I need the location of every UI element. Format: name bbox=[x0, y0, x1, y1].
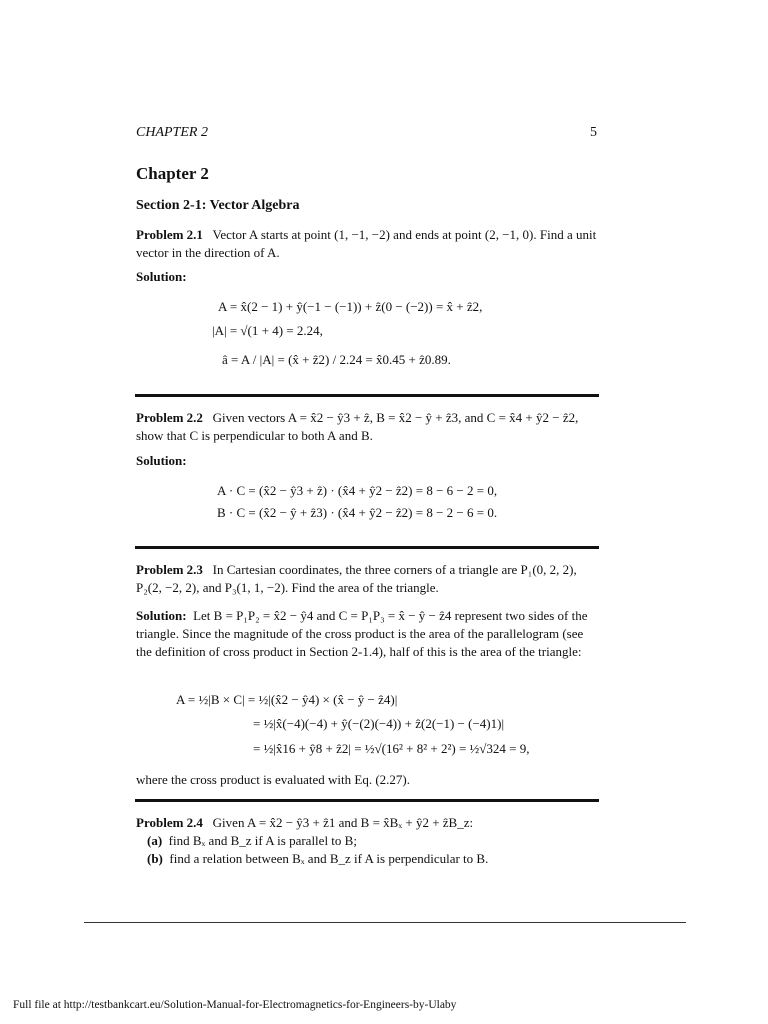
solution-label: Solution: bbox=[136, 608, 187, 623]
solution-label: Solution: bbox=[136, 453, 187, 468]
problem-2-3-solution bbox=[136, 607, 600, 661]
equation: â = A / |A| = (x̂ + ẑ2) / 2.24 = x̂0.45 + ẑ0.89. bbox=[222, 352, 451, 367]
equation: A · C = (x̂2 − ŷ3 + ẑ) · (x̂4 + ŷ2 − ẑ2) = 8 − 6 − 2 = 0, bbox=[217, 483, 498, 498]
problem-text: In Cartesian coordinates, the three corners of a triangle are P₁(0, 2, 2), P₂(2, −2, 2), and P₃(1, 1, −2). Find the area of the triangle. bbox=[136, 562, 577, 595]
problem-label: Problem 2.3 bbox=[136, 562, 203, 577]
footer-link[interactable]: Full file at http://testbankcart.eu/Solution-Manual-for-Electromagnetics-for-Engineers-by-Ulaby bbox=[13, 999, 457, 1011]
problem-2-4 bbox=[136, 814, 600, 832]
running-header: CHAPTER 2 bbox=[136, 125, 208, 140]
problem-label: Problem 2.4 bbox=[136, 815, 203, 830]
section-divider bbox=[135, 546, 599, 549]
chapter-title: Chapter 2 bbox=[136, 164, 209, 183]
equation: = ½|x̂16 + ŷ8 + ẑ2| = ½√(16² + 8² + 2²) = ½√324 = 9, bbox=[253, 741, 530, 756]
equation: = ½|x̂(−4)(−4) + ŷ(−(2)(−4)) + ẑ(2(−1) − (−4)1)| bbox=[253, 716, 505, 731]
section-title: Section 2-1: Vector Algebra bbox=[136, 198, 300, 213]
equation: |A| = √(1 + 4) = 2.24, bbox=[212, 323, 323, 338]
solution-text: Let B = P₁P₂ = x̂2 − ŷ4 and C = P₁P₃ = x̂ − ŷ − ẑ4 represent two sides of the triangle. Since the magnitude of the cross product is the area of the parallelogram (see the definition of cross product in Section 2-1.4), half of this is the area of the triangle: bbox=[136, 608, 588, 659]
problem-text: Vector A starts at point (1, −1, −2) and ends at point (2, −1, 0). Find a unit vector in the direction of A. bbox=[136, 227, 597, 260]
solution-label: Solution: bbox=[136, 269, 187, 284]
section-divider bbox=[135, 799, 599, 802]
problem-2-3 bbox=[136, 561, 600, 597]
footer-divider bbox=[84, 922, 686, 923]
problem-text: Given A = x̂2 − ŷ3 + ẑ1 and B = x̂Bₓ + ŷ2 + ẑB_z: bbox=[212, 815, 474, 830]
problem-label: Problem 2.1 bbox=[136, 227, 203, 242]
part-text: find Bₓ and B_z if A is parallel to B; bbox=[168, 833, 357, 848]
equation: A = x̂(2 − 1) + ŷ(−1 − (−1)) + ẑ(0 − (−2)) = x̂ + ẑ2, bbox=[218, 299, 483, 314]
part-label: (b) bbox=[147, 851, 163, 866]
section-divider bbox=[135, 394, 599, 397]
page-number: 5 bbox=[590, 125, 597, 140]
problem-part-a bbox=[147, 832, 611, 850]
equation: B · C = (x̂2 − ŷ + ẑ3) · (x̂4 + ŷ2 − ẑ2) = 8 − 2 − 6 = 0. bbox=[217, 505, 498, 520]
part-text: find a relation between Bₓ and B_z if A is perpendicular to B. bbox=[169, 851, 489, 866]
problem-label: Problem 2.2 bbox=[136, 410, 203, 425]
equation: A = ½|B × C| = ½|(x̂2 − ŷ4) × (x̂ − ŷ − ẑ4)| bbox=[176, 692, 398, 707]
part-label: (a) bbox=[147, 833, 163, 848]
problem-2-2 bbox=[136, 409, 600, 445]
problem-part-b bbox=[147, 850, 611, 868]
problem-text: Given vectors A = x̂2 − ŷ3 + ẑ, B = x̂2 − ŷ + ẑ3, and C = x̂4 + ŷ2 − ẑ2, show that C is perpendicular to both A and B. bbox=[136, 410, 579, 443]
after-text: where the cross product is evaluated with Eq. (2.27). bbox=[136, 772, 411, 787]
problem-2-1 bbox=[136, 226, 600, 262]
